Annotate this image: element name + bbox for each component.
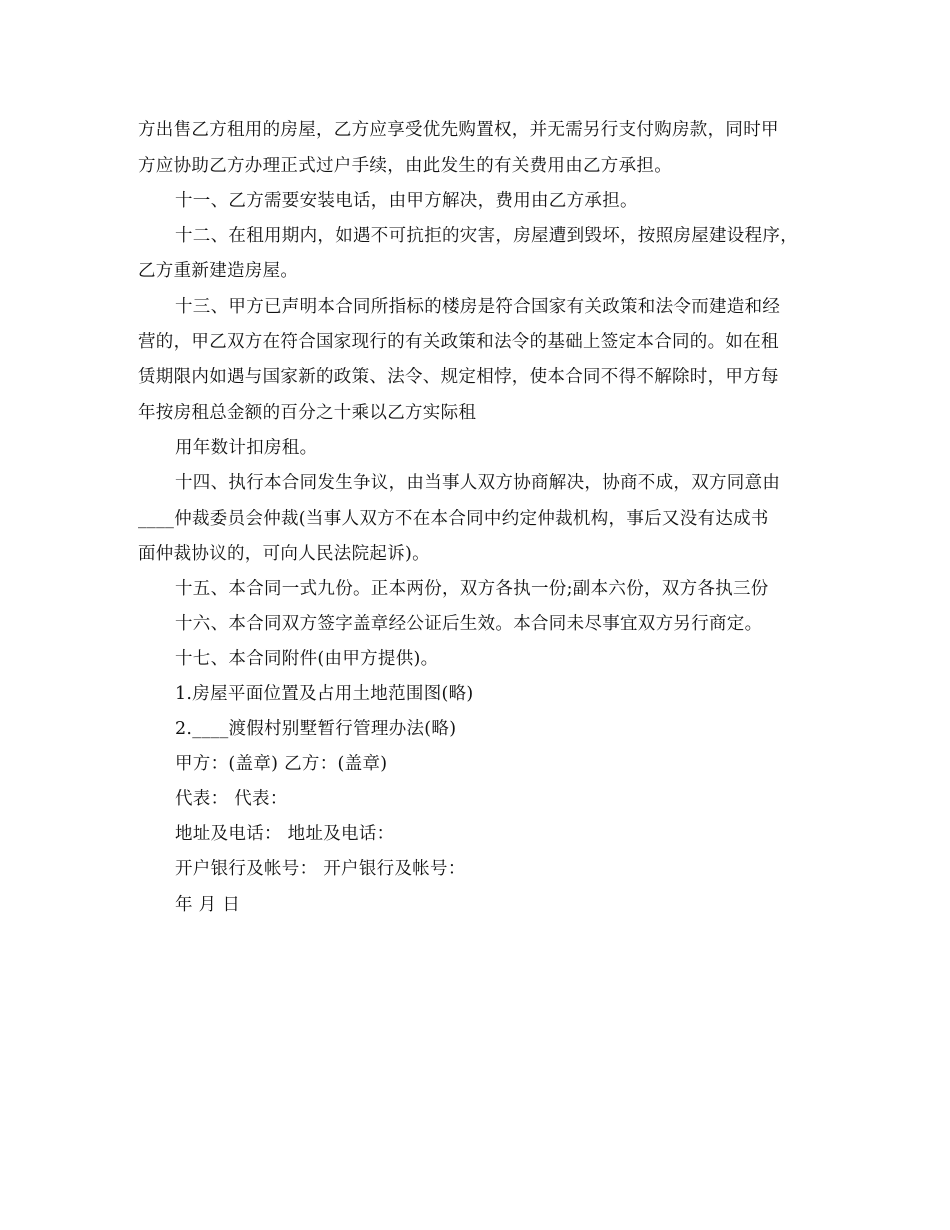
paragraph-line: 面仲裁协议的，可向人民法院起诉)。 — [138, 544, 430, 564]
clause-12: 十二、在租用期内，如遇不可抗拒的灾害，房屋遭到毁坏，按照房屋建设程序， — [175, 226, 798, 246]
signature-address-phone: 地址及电话： 地址及电话： — [175, 824, 395, 844]
paragraph-line: 用年数计扣房租。 — [175, 438, 318, 458]
attachment-2: 2.____渡假村别墅暂行管理办法(略) — [175, 719, 457, 739]
signature-parties: 甲方：(盖章) 乙方：(盖章) — [175, 754, 388, 774]
signature-representatives: 代表： 代表： — [175, 789, 288, 809]
paragraph-line: 方出售乙方租用的房屋，乙方应享受优先购置权，并无需另行支付购房款，同时甲 — [138, 120, 779, 140]
paragraph-line: 乙方重新建造房屋。 — [138, 261, 299, 281]
clause-14: 十四、执行本合同发生争议，由当事人双方协商解决，协商不成，双方同意由 — [175, 473, 781, 493]
clause-17: 十七、本合同附件(由甲方提供)。 — [175, 649, 439, 669]
paragraph-line: 赁期限内如遇与国家新的政策、法令、规定相悖，使本合同不得不解除时，甲方每 — [138, 367, 779, 387]
signature-date: 年 月 日 — [175, 895, 241, 915]
clause-11: 十一、乙方需要安装电话，由甲方解决，费用由乙方承担。 — [175, 191, 638, 211]
paragraph-line: 年按房租总金额的百分之十乘以乙方实际租 — [138, 403, 477, 423]
paragraph-line: 方应协助乙方办理正式过户手续，由此发生的有关费用由乙方承担。 — [138, 156, 672, 176]
attachment-1: 1.房屋平面位置及占用土地范围图(略) — [175, 684, 474, 704]
signature-bank-account: 开户银行及帐号： 开户银行及帐号： — [175, 859, 466, 879]
paragraph-line: 营的，甲乙双方在符合国家现行的有关政策和法令的基础上签定本合同的。如在租 — [138, 332, 779, 352]
clause-15: 十五、本合同一式九份。正本两份，双方各执一份;副本六份，双方各执三份 — [175, 579, 769, 599]
paragraph-line: ____仲裁委员会仲裁(当事人双方不在本合同中约定仲裁机构，事后又没有达成书 — [138, 509, 769, 529]
clause-13: 十三、甲方已声明本合同所指标的楼房是符合国家有关政策和法令而建造和经 — [175, 297, 781, 317]
clause-16: 十六、本合同双方签字盖章经公证后生效。本合同未尽事宜双方另行商定。 — [175, 614, 763, 634]
